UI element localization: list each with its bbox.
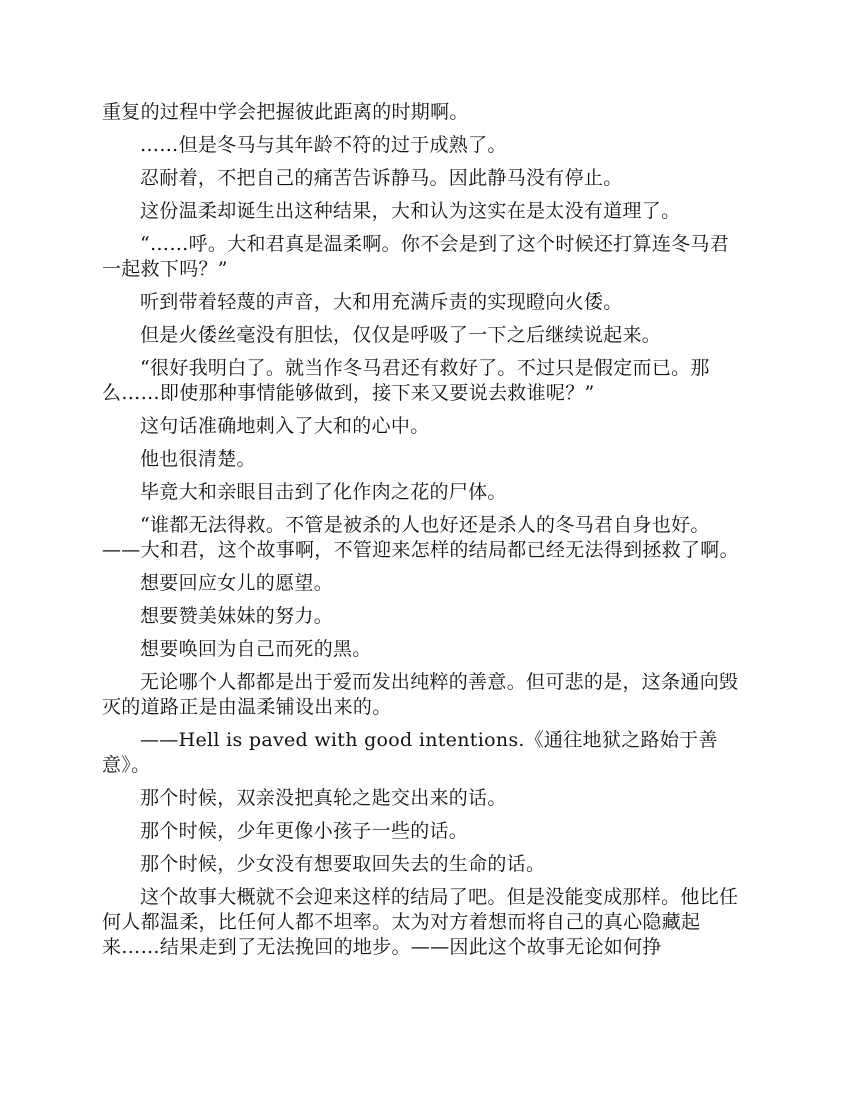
paragraph-10: 他也很清楚。 [140,448,256,470]
paragraph-7: 但是火倭丝毫没有胆怯，仅仅是呼吸了一下之后继续说起来。 [140,324,662,346]
paragraph-8: “很好我明白了。就当作冬马君还有救好了。不过只是假定而已。那么……即使那种事情能够做到，接下来又要说去救谁呢？” [102,357,710,404]
paragraph-17: ——Hell is paved with good intentions.《通往地狱之路始于善意》。 [102,729,718,776]
paragraph-11: 毕竟大和亲眼目击到了化作肉之花的尸体。 [140,481,507,503]
paragraph-1: 重复的过程中学会把握彼此距离的时期啊。 [102,101,469,123]
paragraph-3: 忍耐着，不把自己的痛苦告诉静马。因此静马没有停止。 [140,167,623,189]
paragraph-14: 想要赞美妹妹的努力。 [140,605,334,627]
paragraph-18: 那个时候，双亲没把真轮之匙交出来的话。 [140,787,507,809]
paragraph-6: 听到带着轻蔑的声音，大和用充满斥责的实现瞪向火倭。 [140,291,623,313]
paragraph-13: 想要回应女儿的愿望。 [140,572,334,594]
paragraph-16: 无论哪个人都都是出于爱而发出纯粹的善意。但可悲的是，这条通向毁灭的道路正是由温柔铺设出来的。 [102,671,739,718]
paragraph-15: 想要唤回为自己而死的黑。 [140,638,372,660]
paragraph-2: ……但是冬马与其年龄不符的过于成熟了。 [140,134,507,156]
paragraph-19: 那个时候，少年更像小孩子一些的话。 [140,820,469,842]
paragraph-12: “谁都无法得救。不管是被杀的人也好还是杀人的冬马君自身也好。——大和君，这个故事啊，不管迎来怎样的结局都已经无法得到拯救了啊。 [102,514,739,561]
paragraph-5: “……呼。大和君真是温柔啊。你不会是到了这个时候还打算连冬马君一起救下吗？” [102,233,730,280]
paragraph-4: 这份温柔却诞生出这种结果，大和认为这实在是太没有道理了。 [140,200,681,222]
document-page [102,100,748,968]
paragraph-9: 这句话准确地刺入了大和的心中。 [140,415,430,437]
paragraph-20: 那个时候，少女没有想要取回失去的生命的话。 [140,853,546,875]
paragraph-21: 这个故事大概就不会迎来这样的结局了吧。但是没能变成那样。他比任何人都温柔，比任何人都不坦率。太为对方着想而将自己的真心隐藏起来……结果走到了无法挽回的地步。——因此这个故事无论如何挣 [102,886,739,958]
